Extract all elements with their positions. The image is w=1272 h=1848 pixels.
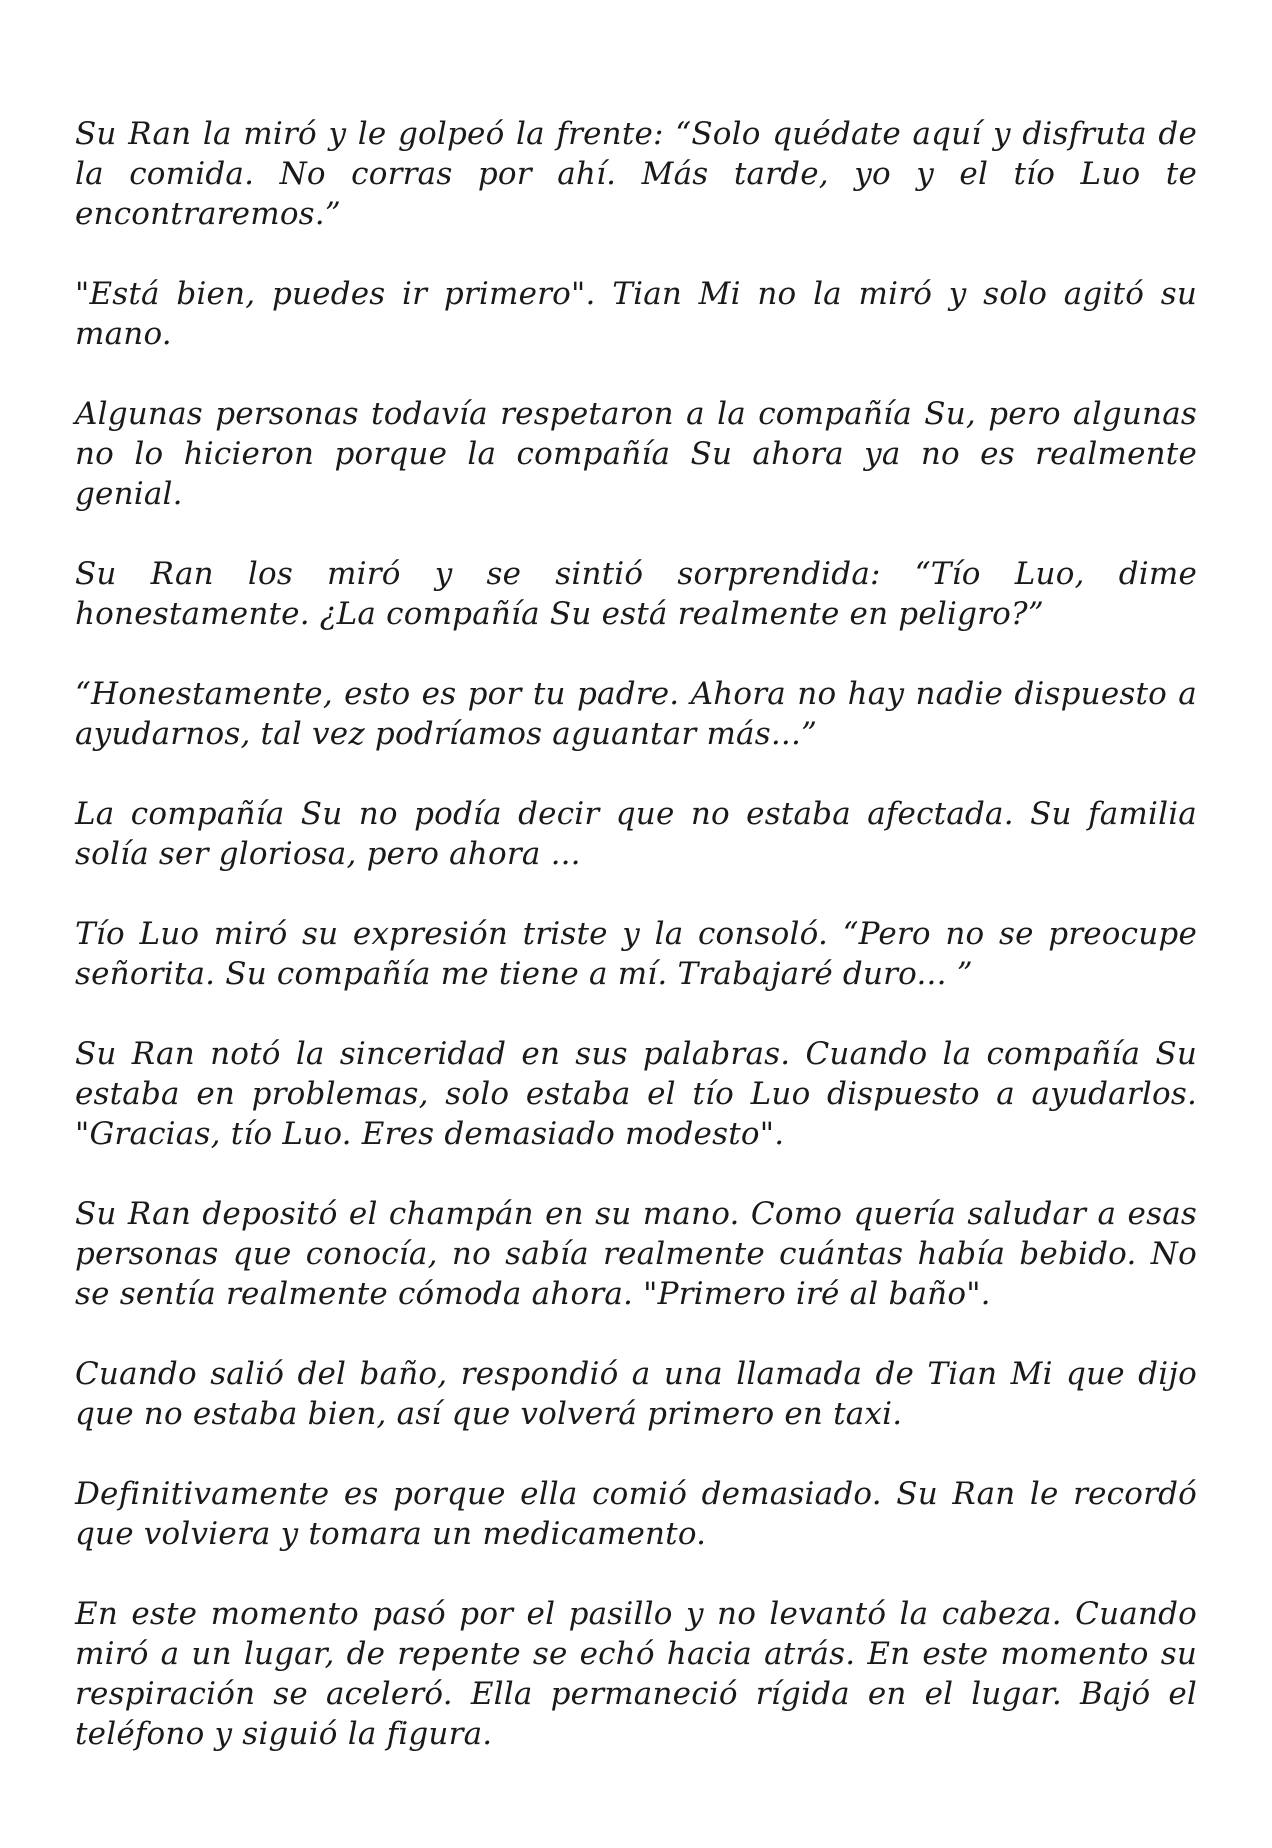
paragraph-2: "Está bien, puedes ir primero". Tian Mi no la miró y solo agitó su mano. [75, 276, 1197, 352]
paragraph-8: Su Ran notó la sinceridad en sus palabras. Cuando la compañía Su estaba en problemas, solo estaba el tío Luo dispuesto a ayudarlos. "Gracias, tío Luo. Eres demasiado modesto". [75, 1036, 1197, 1152]
paragraph-5: “Honestamente, esto es por tu padre. Ahora no hay nadie dispuesto a ayudarnos, tal vez podríamos aguantar más...” [75, 676, 1197, 752]
paragraph-11: Definitivamente es porque ella comió demasiado. Su Ran le recordó que volviera y tomara un medicamento. [75, 1476, 1197, 1552]
paragraph-3: Algunas personas todavía respetaron a la compañía Su, pero algunas no lo hicieron porque la compañía Su ahora ya no es realmente genial. [75, 396, 1197, 512]
paragraph-12: En este momento pasó por el pasillo y no levantó la cabeza. Cuando miró a un lugar, de repente se echó hacia atrás. En este momento su respiración se aceleró. Ella permaneció rígida en el lugar. Bajó el teléfono y siguió la figura. [75, 1596, 1197, 1752]
paragraph-10: Cuando salió del baño, respondió a una llamada de Tian Mi que dijo que no estaba bien, así que volverá primero en taxi. [75, 1356, 1197, 1432]
paragraph-6: La compañía Su no podía decir que no estaba afectada. Su familia solía ser gloriosa, pero ahora ... [75, 796, 1197, 872]
paragraph-7: Tío Luo miró su expresión triste y la consoló. “Pero no se preocupe señorita. Su compañía me tiene a mí. Trabajaré duro... ” [75, 916, 1197, 992]
paragraph-9: Su Ran depositó el champán en su mano. Como quería saludar a esas personas que conocía, no sabía realmente cuántas había bebido. No se sentía realmente cómoda ahora. "Primero iré al baño". [75, 1196, 1197, 1312]
text-body [75, 114, 1197, 1794]
paragraph-4: Su Ran los miró y se sintió sorprendida: “Tío Luo, dime honestamente. ¿La compañía Su está realmente en peligro?” [75, 556, 1197, 632]
paragraph-1: Su Ran la miró y le golpeó la frente: “Solo quédate aquí y disfruta de la comida. No corras por ahí. Más tarde, yo y el tío Luo te encontraremos.” [75, 116, 1197, 232]
